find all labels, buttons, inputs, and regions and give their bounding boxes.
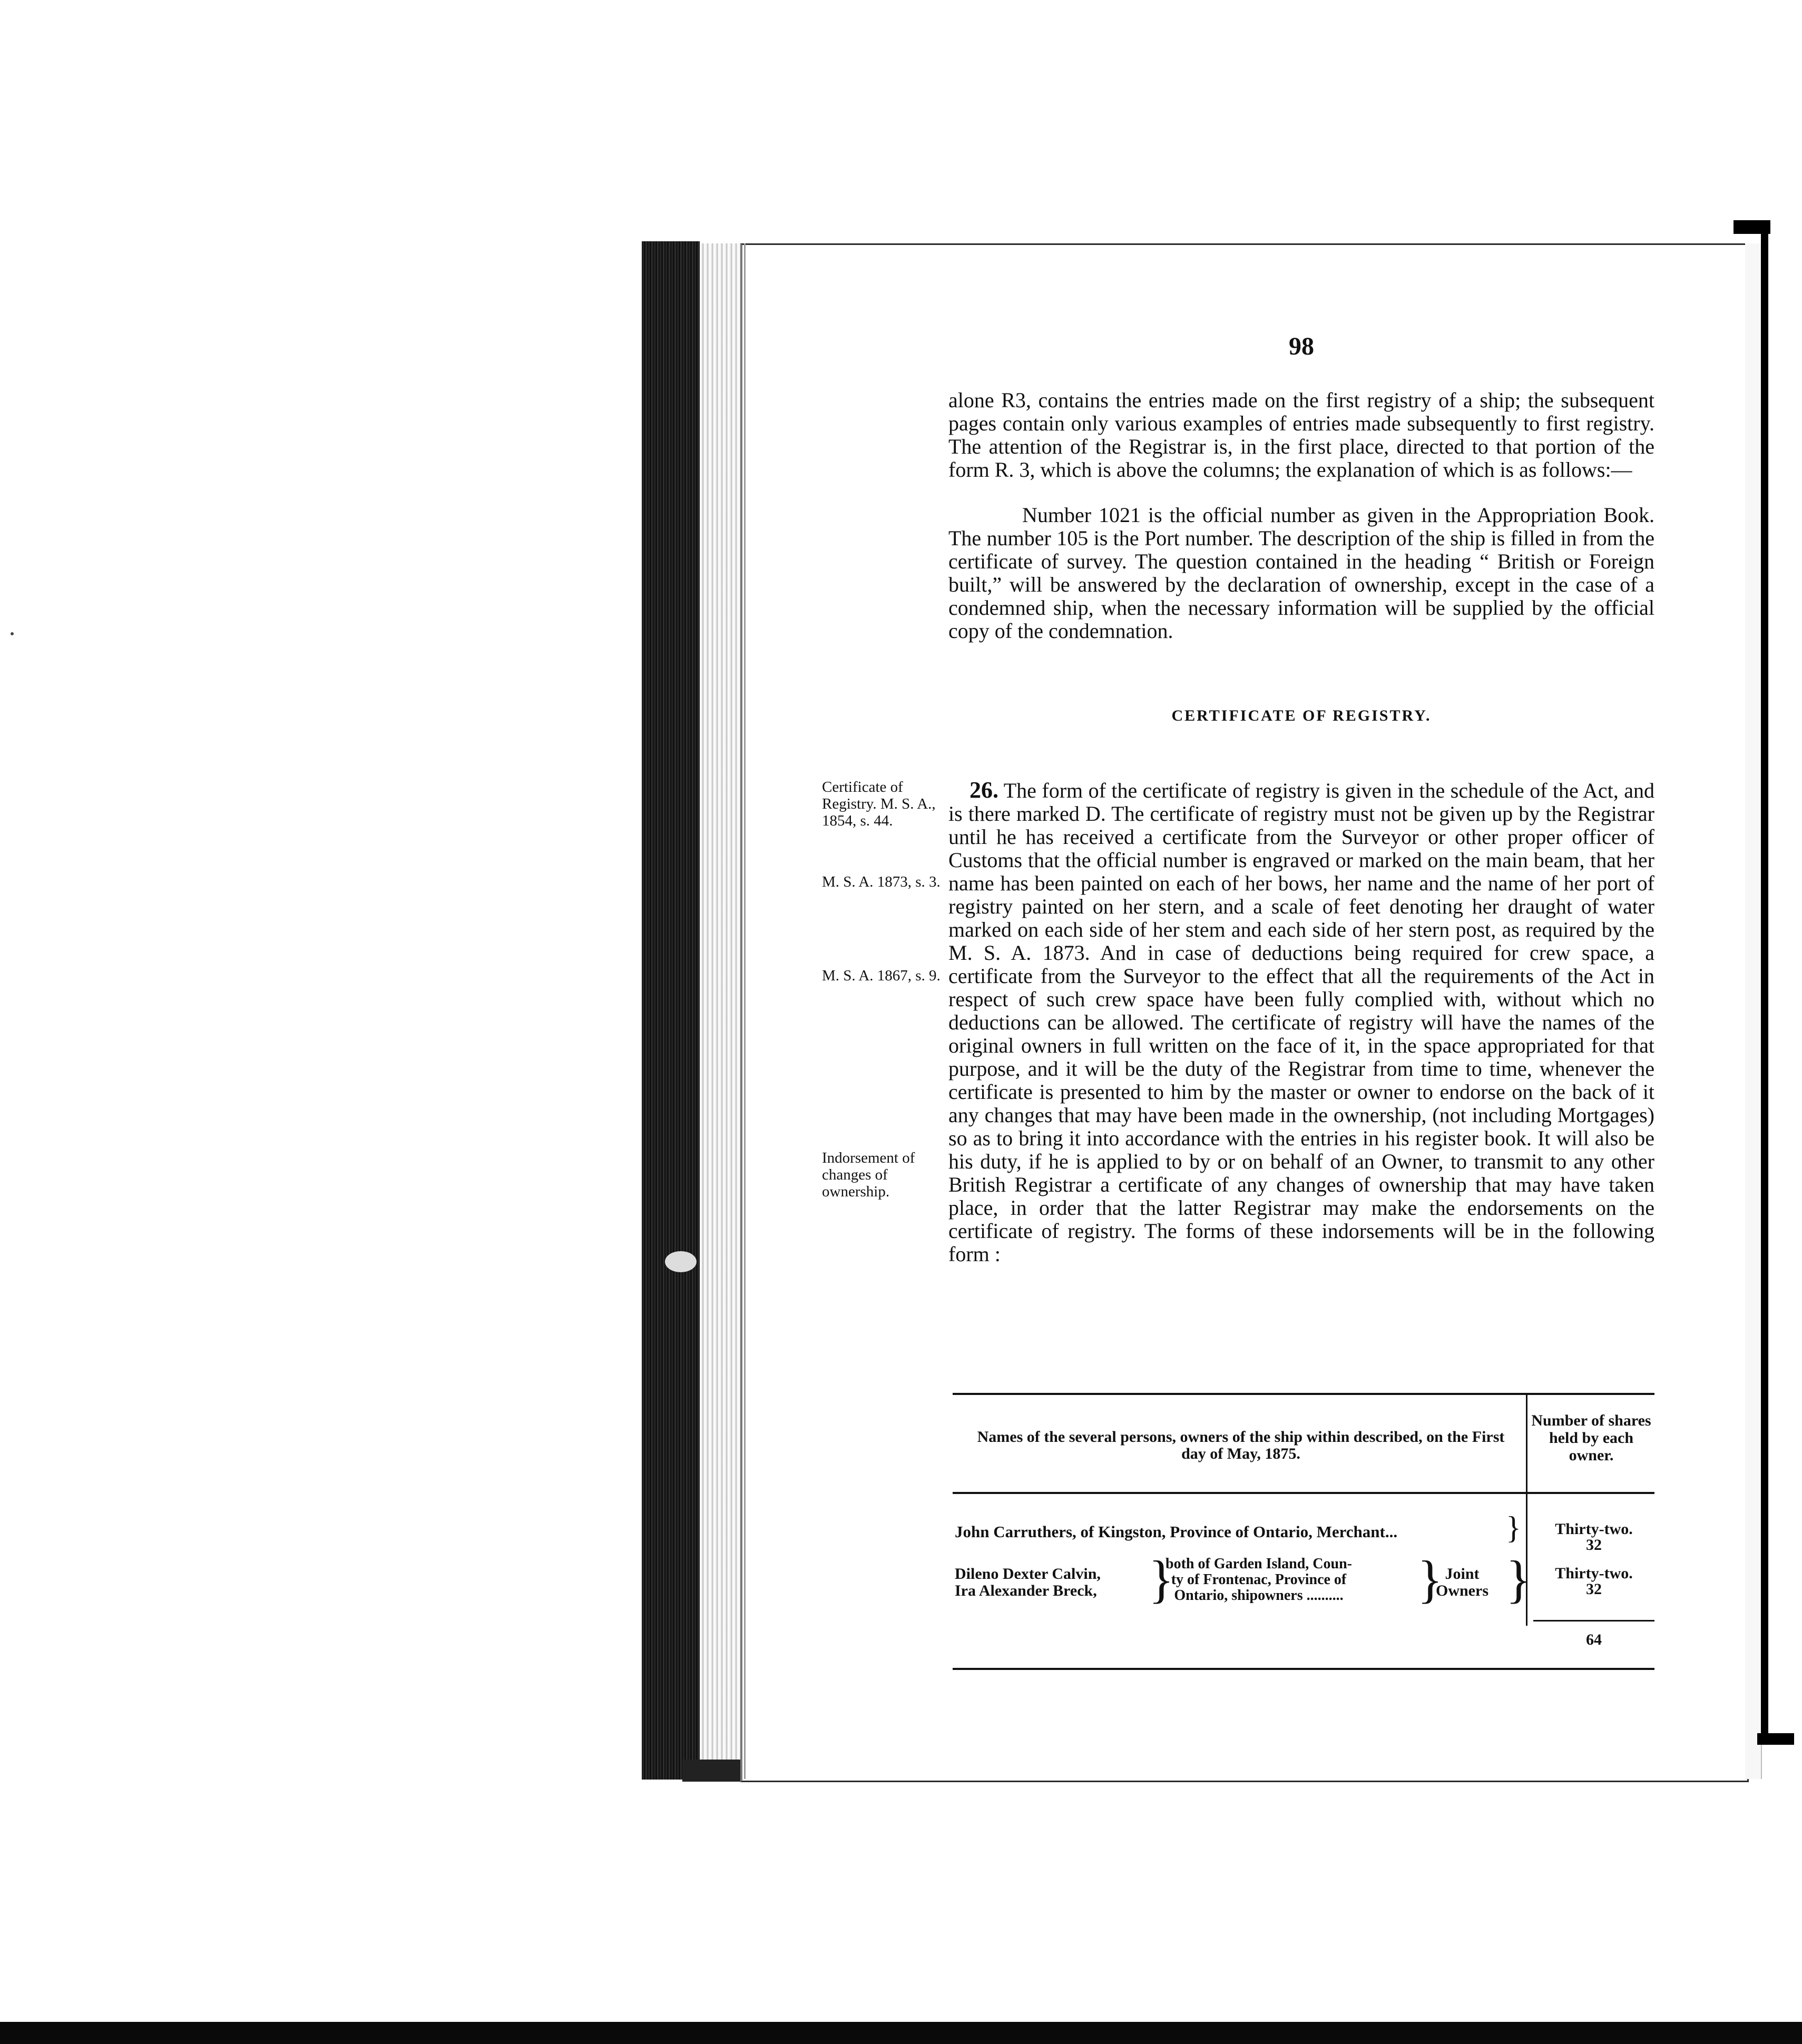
section-number: 26 [969, 777, 993, 803]
row2-desc-line-2: ty of Frontenac, Province of [1171, 1571, 1347, 1588]
row2-brace-right: } [1506, 1550, 1531, 1608]
paragraph-intro: alone R3, contains the entries made on the first registry of a ship; the subsequent pages contain only various examples of entries made subsequently to first registry. The attention of the Registrar is, in the first place, directed to that portion of the form R. 3, which is above the columns; the explanation of which is as follows:— [948, 388, 1654, 481]
table-bottom-rule [953, 1668, 1654, 1670]
row2-description [1166, 1556, 1352, 1604]
margin-note-indorsement: Indorsement of changes of ownership. [822, 1149, 915, 1200]
right-page-edge [1745, 243, 1762, 1779]
book-edge [642, 241, 700, 1780]
row2-desc-line-1: both of Garden Island, Coun- [1166, 1556, 1352, 1572]
row2-shares-word: Thirty-two. [1555, 1565, 1633, 1582]
paragraph-official-number: Number 1021 is the official number as given in the Appropriation Book. The number 105 is the Port number. The description of the ship is filled in from the certificate of survey. The question contained in the heading “ British or Foreign built,” will be answered by the declaration of ownership, except in the case of a condemned ship, when the necessary information will be supplied by the official copy of the condemnation. [948, 503, 1654, 643]
margin-note-certificate: Certificate of Registry. M. S. A., 1854, s. 44. [822, 779, 936, 829]
table-header-shares: Number of shares held by each owner. [1531, 1412, 1651, 1464]
row2-shares [1533, 1566, 1654, 1597]
row2-shares-number: 32 [1586, 1580, 1602, 1598]
scan-speck [11, 632, 14, 635]
row2-joint-line-2: Owners [1436, 1582, 1488, 1599]
table-header-rule [953, 1492, 1654, 1494]
row2-name-1: Dileno Dexter Calvin, [955, 1565, 1101, 1583]
table-sum-rule [1533, 1620, 1654, 1622]
scan-bottom-bar [0, 2022, 1802, 2044]
right-spine [1761, 228, 1768, 1740]
paragraph-certificate-text: The form of the certificate of registry is given in the schedule of the Act, and is there marked D. The certificate of registry must not be given up by the Registrar until he has received a certificate from the Surveyor or other proper officer of Customs that the official number is engraved or marked on the main beam, that her name has been painted on each of her bows, her name and the name of her port of registry painted on her stern, and a scale of feet denoting her draught of water marked on each side of her stem and each side of her stern post, as required by the M. S. A. 1873. And in case of deductions being required for crew space, a certificate from the Surveyor to the effect that all the requirements of the Act in respect of such crew space have been fully complied with, without which no deductions can be allowed. The certificate of registry will have the names of the original owners in full written on the face of it, in the space appropriated for that purpose, and it will be the duty of the Registrar from time to time, whenever the certificate is presented to him by the master or owner to endorse on the back of it any changes that may have been made in the ownership, (not including Mortgages) so as to bring it into accordance with the entries in his register book. It will also be his duty, if he is applied to by or on behalf of an Owner, to transmit to any other British Registrar a certificate of any changes of ownership that may have taken place, in order that the latter Registrar may make the endorsements on the certificate of registry. The forms of these indorsements will be in the following form : [948, 779, 1654, 1266]
margin-note-msa-1873: M. S. A. 1873, s. 3. [822, 873, 941, 890]
row2-desc-line-3: Ontario, shipowners .......... [1174, 1587, 1344, 1604]
row2-name-2: Ira Alexander Breck, [955, 1582, 1097, 1599]
page-number: 98 [1289, 332, 1314, 360]
page-stack-bottom [682, 1760, 746, 1782]
row1-shares-number: 32 [1586, 1536, 1602, 1554]
row2-names [955, 1566, 1101, 1599]
row2-brace-left: } [1149, 1550, 1174, 1608]
row2-joint-owners [1436, 1566, 1488, 1599]
paragraph-certificate: 26. The form of the certificate of registry is given in the schedule of the Act, and is there marked D. The certificate of registry must not be given up by the Registrar until he has received a certificate from the Surveyor or other proper officer of Customs that the official number is engraved or marked on the main beam, that her name has been painted on each of her bows, her name and the name of her port of registry painted on her stern, and a scale of feet denoting her draught of water marked on each side of her stem and each side of her stern post, as required by the M. S. A. 1873. And in case of deductions being required for crew space, a certificate from the Surveyor to the effect that all the requirements of the Act in respect of such crew space have been fully complied with, without which no deductions can be allowed. The certificate of registry will have the names of the original owners in full written on the face of it, in the space appropriated for that purpose, and it will be the duty of the Registrar from time to time, whenever the certificate is presented to him by the master or owner to endorse on the back of it any changes that may have been made in the ownership, (not including Mortgages) so as to bring it into accordance with the entries in his register book. It will also be his duty, if he is applied to by or on behalf of an Owner, to transmit to any other British Registrar a certificate of any changes of ownership that may have taken place, in order that the latter Registrar may make the endorsements on the certificate of registry. The forms of these indorsements will be in the following form : [948, 777, 1654, 1266]
table-row-owner-1: John Carruthers, of Kingston, Province of Ontario, Merchant... [955, 1522, 1398, 1541]
row2-brace-middle: } [1417, 1550, 1443, 1608]
page-blot [665, 1251, 697, 1272]
table-top-rule [953, 1393, 1654, 1395]
row1-brace: } [1506, 1510, 1521, 1545]
margin-note-msa-1867: M. S. A. 1867, s. 9. [822, 967, 941, 984]
spine-line [744, 243, 746, 1779]
row1-shares-word: Thirty-two. [1555, 1520, 1633, 1538]
right-spine-foot [1757, 1733, 1794, 1745]
page-stack [700, 243, 742, 1779]
row2-joint-line-1: Joint [1445, 1565, 1480, 1583]
shares-total: 64 [1586, 1631, 1602, 1648]
table-header-owners: Names of the several persons, owners of the ship within described, on the First day of May, 1875. [977, 1428, 1505, 1462]
row1-shares [1533, 1521, 1654, 1553]
section-heading: CERTIFICATE OF REGISTRY. [1171, 707, 1432, 724]
